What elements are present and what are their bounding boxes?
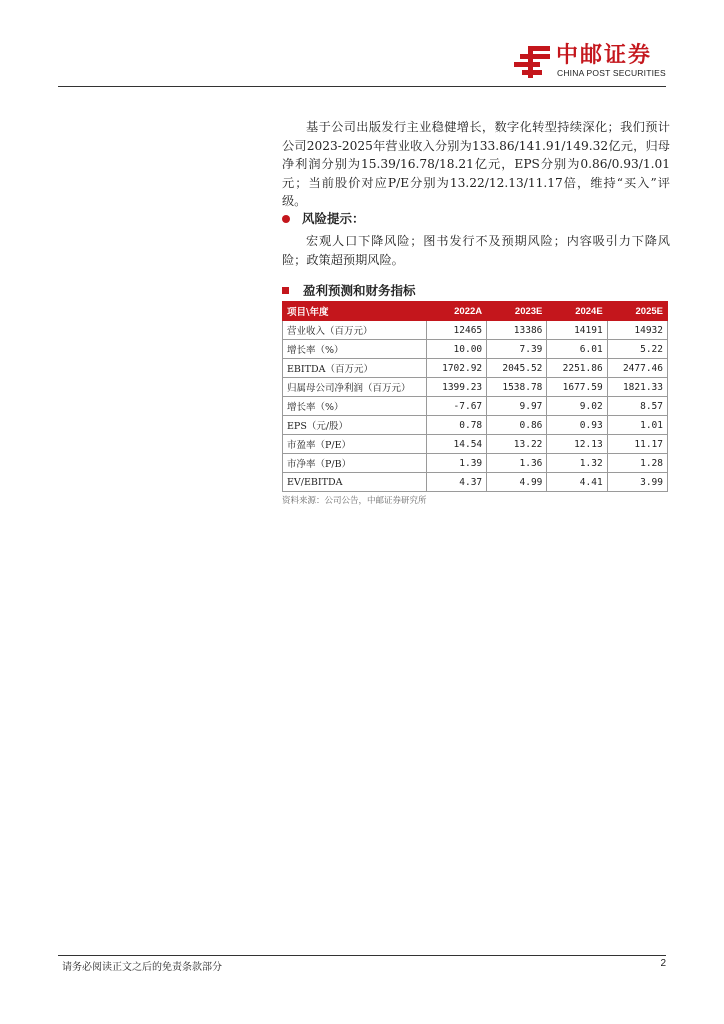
risk-section-heading	[282, 209, 365, 227]
risk-paragraph: 宏观人口下降风险；图书发行不及预期风险；内容吸引力下降风险；政策超预期风险。	[282, 234, 670, 267]
table-row	[283, 321, 668, 340]
value-cell: 1.36	[487, 454, 547, 473]
value-cell: 2045.52	[487, 359, 547, 378]
value-cell: 14.54	[426, 435, 486, 454]
risk-title-text: 风险提示：	[302, 211, 365, 226]
value-cell: 1677.59	[547, 378, 607, 397]
table-row	[283, 435, 668, 454]
value-cell: 13.22	[487, 435, 547, 454]
page-number: 2	[660, 958, 666, 969]
footer-disclaimer: 请务必阅读正文之后的免责条款部分	[62, 962, 222, 973]
value-cell: 2251.86	[547, 359, 607, 378]
brand-name-cn: 中邮证券	[556, 43, 653, 68]
value-cell: 14191	[547, 321, 607, 340]
value-cell: 4.37	[426, 473, 486, 492]
table-row	[283, 454, 668, 473]
value-cell: 13386	[487, 321, 547, 340]
value-cell: 9.97	[487, 397, 547, 416]
value-cell: 3.99	[607, 473, 667, 492]
row-label-cell: EBITDA（百万元）	[283, 359, 427, 378]
value-cell: 12.13	[547, 435, 607, 454]
value-cell: 2477.46	[607, 359, 667, 378]
row-label-cell: 增长率（%）	[283, 340, 427, 359]
value-cell: 12465	[426, 321, 486, 340]
table-row	[283, 416, 668, 435]
table-row	[283, 397, 668, 416]
value-cell: 8.57	[607, 397, 667, 416]
row-label-cell: EPS（元/股）	[283, 416, 427, 435]
brand-logo	[512, 44, 672, 80]
value-cell: 11.17	[607, 435, 667, 454]
value-cell: 9.02	[547, 397, 607, 416]
bullet-square-icon	[282, 287, 289, 294]
value-cell: 1821.33	[607, 378, 667, 397]
table-heading	[282, 281, 416, 299]
value-cell: -7.67	[426, 397, 486, 416]
row-label-cell: 营业收入（百万元）	[283, 321, 427, 340]
table-row	[283, 359, 668, 378]
footer-divider	[58, 955, 666, 956]
financial-forecast-table	[282, 301, 668, 492]
header-divider	[58, 86, 666, 87]
table-title-text: 盈利预测和财务指标	[303, 283, 416, 298]
row-label-cell: 市盈率（P/E）	[283, 435, 427, 454]
value-cell: 1702.92	[426, 359, 486, 378]
value-cell: 1.01	[607, 416, 667, 435]
value-cell: 4.99	[487, 473, 547, 492]
row-label-cell: 增长率（%）	[283, 397, 427, 416]
value-cell: 0.86	[487, 416, 547, 435]
china-post-logo-icon	[512, 44, 552, 80]
table-header-cell: 2025E	[607, 302, 667, 321]
value-cell: 6.01	[547, 340, 607, 359]
table-row	[283, 340, 668, 359]
value-cell: 1399.23	[426, 378, 486, 397]
value-cell: 0.93	[547, 416, 607, 435]
value-cell: 1.39	[426, 454, 486, 473]
value-cell: 0.78	[426, 416, 486, 435]
brand-name-en: CHINA POST SECURITIES	[557, 68, 666, 78]
value-cell: 1.28	[607, 454, 667, 473]
table-row	[283, 473, 668, 492]
table-header-cell: 2022A	[426, 302, 486, 321]
row-label-cell: EV/EBITDA	[283, 473, 427, 492]
table-source-note: 资料来源：公司公告，中邮证券研究所	[282, 496, 427, 506]
value-cell: 10.00	[426, 340, 486, 359]
investment-summary-paragraph: 基于公司出版发行主业稳健增长，数字化转型持续深化；我们预计公司2023-2025年营业收入分别为133.86/141.91/149.32亿元，归母净利润分别为15.39/16.78/18.21亿元，EPS分别为0.86/0.93/1.01元；当前股价对应P/E分别为13.22/12.13/11.17倍，维持“买入”评级。	[282, 120, 670, 208]
table-header-cell: 2024E	[547, 302, 607, 321]
bullet-dot-icon	[282, 215, 290, 223]
row-label-cell: 归属母公司净利润（百万元）	[283, 378, 427, 397]
row-label-cell: 市净率（P/B）	[283, 454, 427, 473]
table-header-row	[283, 302, 668, 321]
value-cell: 5.22	[607, 340, 667, 359]
value-cell: 4.41	[547, 473, 607, 492]
value-cell: 14932	[607, 321, 667, 340]
table-row	[283, 378, 668, 397]
table-header-cell: 2023E	[487, 302, 547, 321]
value-cell: 1.32	[547, 454, 607, 473]
table-header-cell: 项目\年度	[283, 302, 427, 321]
value-cell: 7.39	[487, 340, 547, 359]
value-cell: 1538.78	[487, 378, 547, 397]
